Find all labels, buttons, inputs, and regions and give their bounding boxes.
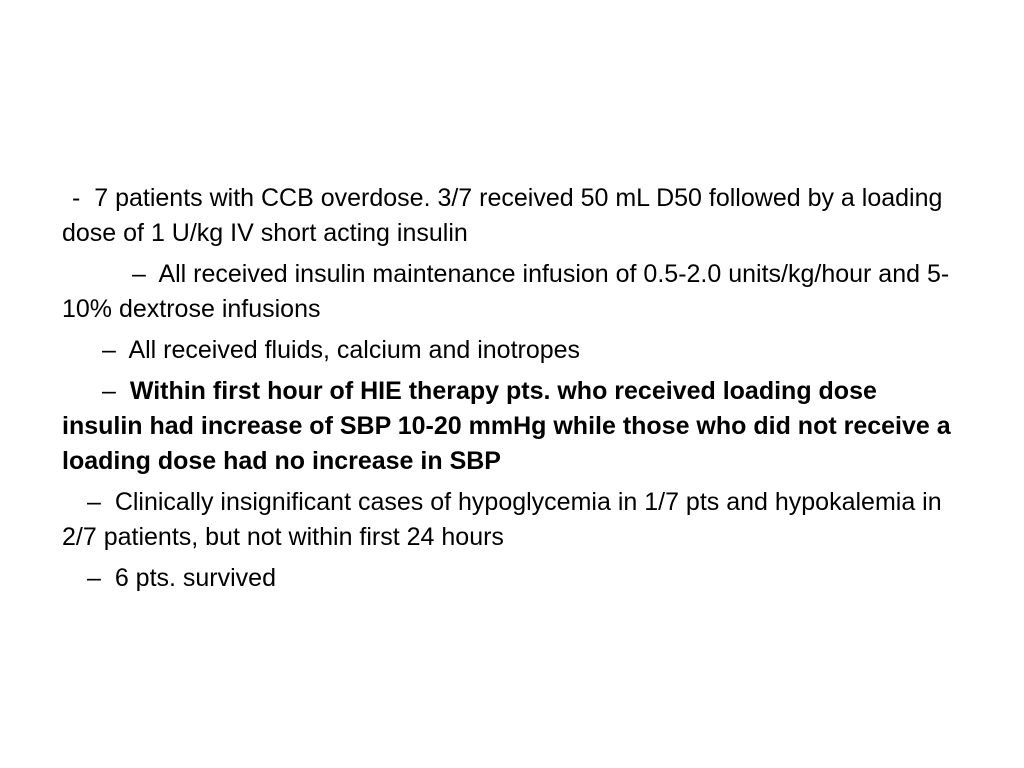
- bullet-text: All received insulin maintenance infusion of 0.5-2.0 units/kg/hour and 5- 10% dextrose infusions: [62, 260, 950, 323]
- bullet-marker: –: [102, 336, 123, 364]
- slide-body-text: [62, 181, 962, 602]
- bullet-text-bold: Within first hour of HIE therapy pts. who received loading dose insulin had increase of SBP 10-20 mmHg while those who did not receive a loading dose had no increase in SBP: [62, 377, 951, 475]
- bullet-item-survived: [62, 561, 962, 596]
- bullet-marker: -: [72, 184, 88, 212]
- bullet-marker: –: [132, 260, 153, 288]
- bullet-text: All received fluids, calcium and inotropes: [128, 336, 581, 364]
- bullet-marker: –: [102, 377, 123, 405]
- bullet-marker: –: [87, 488, 108, 516]
- bullet-text: 6 pts. survived: [114, 564, 276, 592]
- bullet-item-sbp-increase: [62, 374, 962, 479]
- bullet-text: Clinically insignificant cases of hypoglycemia in 1/7 pts and hypokalemia in 2/7 patients, but not within first 24 hours: [62, 488, 942, 551]
- bullet-item-hypoglycemia: [62, 485, 962, 555]
- bullet-item-fluids: [62, 333, 962, 368]
- bullet-item-maintenance-infusion: [62, 257, 962, 327]
- bullet-marker: –: [87, 564, 108, 592]
- bullet-item-patients: [62, 181, 962, 251]
- bullet-text: 7 patients with CCB overdose. 3/7 received 50 mL D50 followed by a loading dose of 1 U/kg IV short acting insulin: [62, 184, 943, 247]
